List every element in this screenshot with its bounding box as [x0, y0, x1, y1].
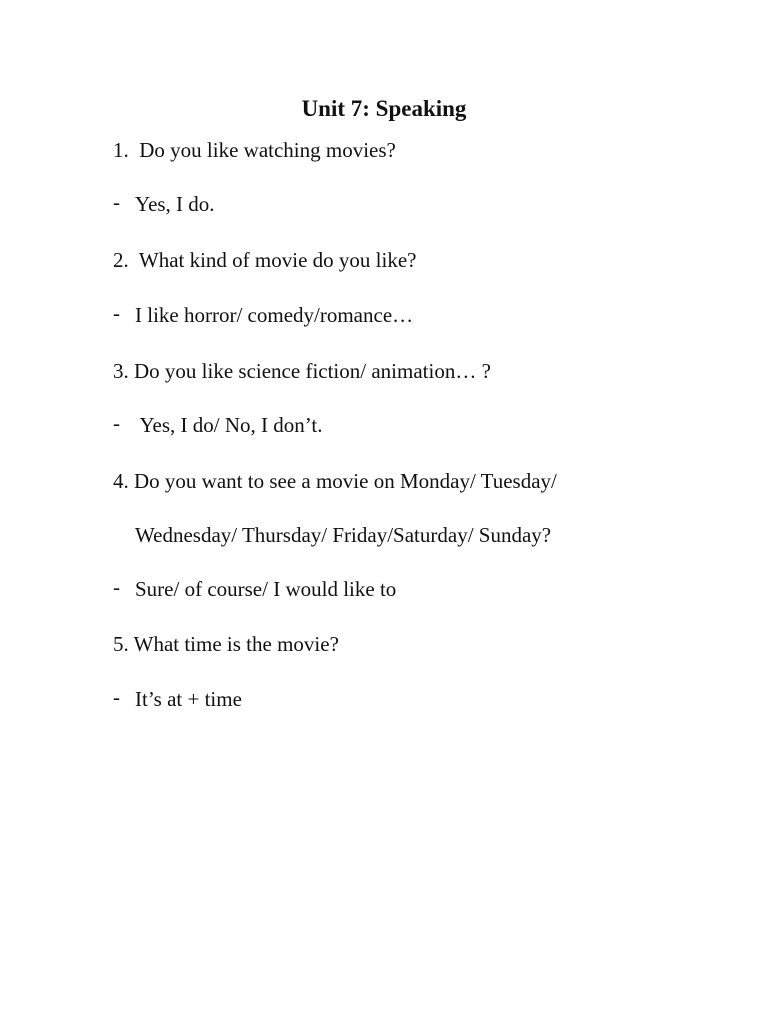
answer-dash-2: - — [113, 301, 120, 325]
answer-dash-1: - — [113, 190, 120, 214]
answer-5: It’s at + time — [135, 687, 242, 711]
answer-1: Yes, I do. — [135, 192, 215, 216]
question-4-continuation: Wednesday/ Thursday/ Friday/Saturday/ Sunday? — [135, 523, 552, 547]
question-3: 3. Do you like science fiction/ animation… ? — [113, 359, 491, 383]
answer-4: Sure/ of course/ I would like to — [135, 577, 397, 601]
answer-3: Yes, I do/ No, I don’t. — [135, 413, 323, 437]
question-2: 2. What kind of movie do you like? — [113, 248, 417, 272]
answer-dash-4: - — [113, 575, 120, 599]
answer-2: I like horror/ comedy/romance… — [135, 303, 414, 327]
answer-dash-5: - — [113, 685, 120, 709]
question-4: 4. Do you want to see a movie on Monday/ Tuesday/ — [113, 469, 557, 493]
page-title: Unit 7: Speaking — [301, 96, 467, 121]
answer-dash-3: - — [113, 411, 120, 435]
question-5: 5. What time is the movie? — [113, 632, 339, 656]
question-1: 1. Do you like watching movies? — [113, 138, 396, 162]
